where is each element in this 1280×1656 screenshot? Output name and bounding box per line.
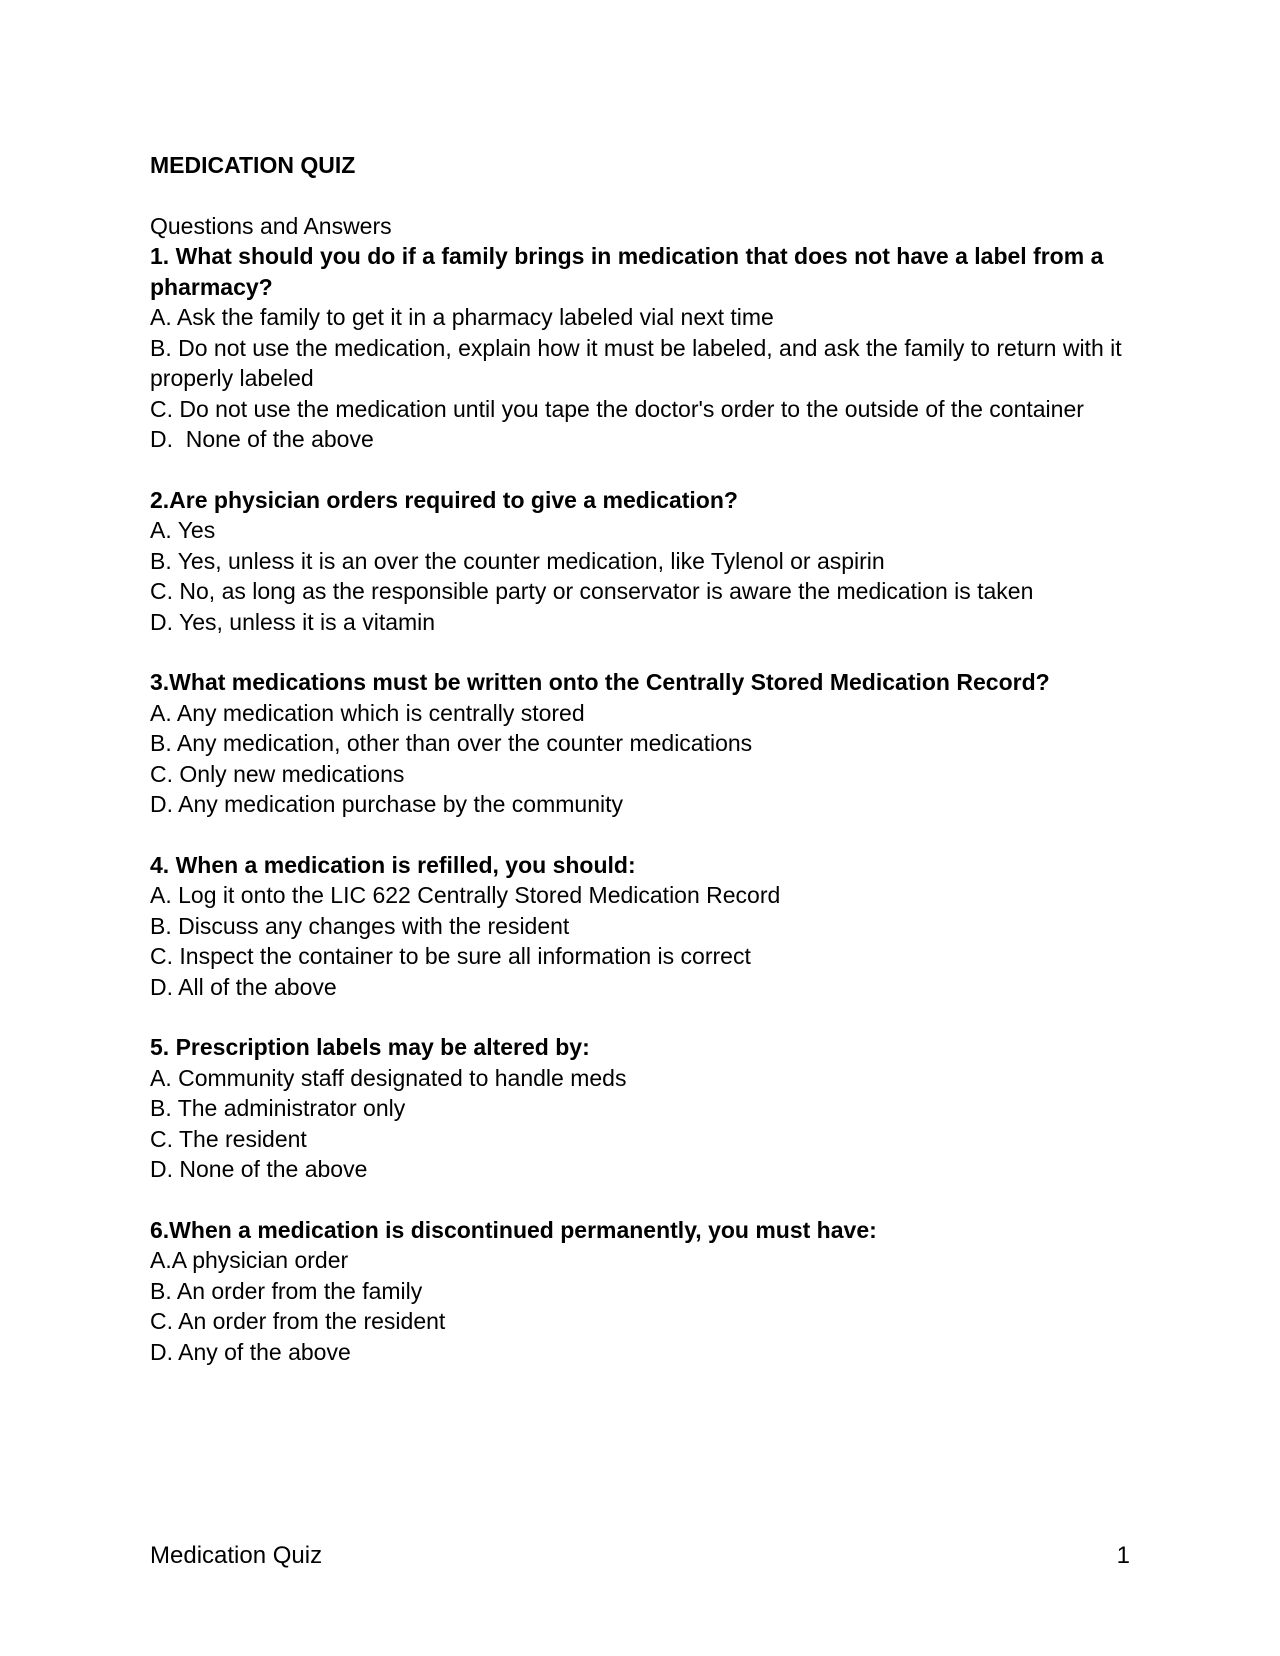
answer-options — [150, 1063, 1130, 1185]
answer-option-a: A. Community staff designated to handle meds — [150, 1064, 627, 1091]
answer-option-c: C. Only new medications — [150, 760, 405, 787]
answer-option-c: C. No, as long as the responsible party or conservator is aware the medication is taken — [150, 578, 1034, 604]
question-text: 5. Prescription labels may be altered by: — [150, 1034, 590, 1060]
question-5 — [150, 1032, 1130, 1185]
answer-options — [150, 1245, 1130, 1367]
footer-label: Medication Quiz — [150, 1542, 323, 1569]
answer-options — [150, 880, 1130, 1002]
answer-option-d: D. Yes, unless it is a vitamin — [150, 608, 436, 635]
answer-option-a: A. Any medication which is centrally stored — [150, 699, 585, 726]
answer-option-a: A. Ask the family to get it in a pharmacy labeled vial next time — [150, 304, 774, 330]
answer-option-a: A.A physician order — [150, 1247, 349, 1273]
answer-option-b: B. Do not use the medication, explain how it must be labeled, and ask the family to return with it properly labeled — [150, 334, 1129, 391]
question-text: 4. When a medication is refilled, you should: — [150, 851, 636, 878]
answer-options — [150, 302, 1130, 455]
answer-option-c: C. Inspect the container to be sure all information is correct — [150, 943, 751, 969]
document-title: MEDICATION QUIZ — [150, 152, 356, 178]
answer-options — [150, 698, 1130, 820]
question-text: 2.Are physician orders required to give a medication? — [150, 486, 738, 513]
answer-option-a: A. Yes — [150, 517, 216, 543]
answer-option-d: D. Any medication purchase by the community — [150, 791, 624, 817]
question-text: 6.When a medication is discontinued permanently, you must have: — [150, 1216, 877, 1243]
answer-option-b: B. An order from the family — [150, 1277, 423, 1304]
answer-option-a: A. Log it onto the LIC 622 Centrally Stored Medication Record — [150, 882, 781, 908]
answer-option-d: D. All of the above — [150, 973, 337, 1000]
question-text: 1. What should you do if a family brings in medication that does not have a label from a pharmacy? — [150, 243, 1104, 300]
answer-option-b: B. The administrator only — [150, 1095, 406, 1121]
question-1 — [150, 241, 1130, 455]
document-intro: Questions and Answers — [150, 212, 392, 239]
answer-options — [150, 515, 1130, 637]
question-6 — [150, 1215, 1130, 1368]
answer-option-d: D. Any of the above — [150, 1338, 351, 1365]
document-content — [150, 150, 1130, 1397]
answer-option-c: C. An order from the resident — [150, 1308, 446, 1334]
question-2 — [150, 485, 1130, 638]
answer-option-b: B. Discuss any changes with the resident — [150, 912, 570, 939]
page-number: 1 — [1116, 1542, 1130, 1569]
question-text: 3.What medications must be written onto the Centrally Stored Medication Record? — [150, 669, 1050, 695]
answer-option-b: B. Any medication, other than over the counter medications — [150, 730, 753, 756]
question-4 — [150, 850, 1130, 1003]
answer-option-d: D. None of the above — [150, 1156, 368, 1182]
answer-option-d: D. None of the above — [150, 426, 374, 452]
answer-option-c: C. The resident — [150, 1125, 307, 1152]
answer-option-b: B. Yes, unless it is an over the counter medication, like Tylenol or aspirin — [150, 547, 885, 574]
question-3 — [150, 667, 1130, 820]
page-footer — [150, 1542, 1130, 1570]
answer-option-c: C. Do not use the medication until you tape the doctor's order to the outside of the container — [150, 395, 1084, 422]
